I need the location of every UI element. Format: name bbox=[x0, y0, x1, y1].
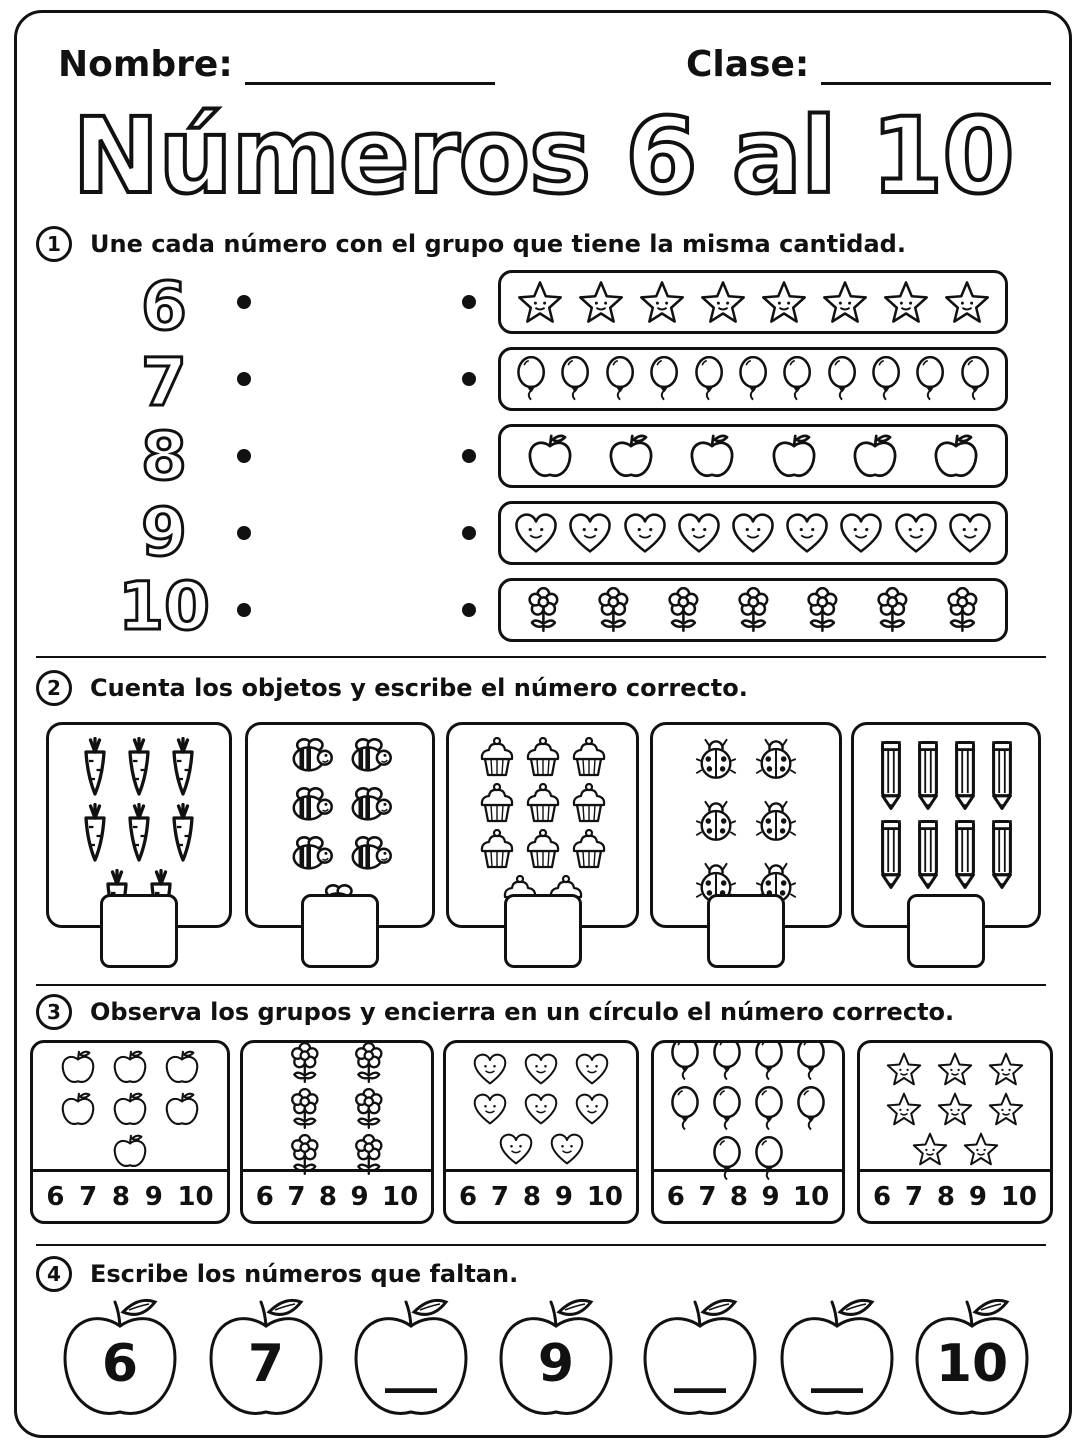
right-match-dot[interactable] bbox=[462, 449, 476, 463]
apple-icon bbox=[525, 431, 575, 481]
observe-box bbox=[443, 1040, 639, 1224]
heart-icon bbox=[676, 510, 722, 556]
observe-box bbox=[857, 1040, 1053, 1224]
star-icon bbox=[986, 1051, 1027, 1087]
flower-icon bbox=[665, 587, 702, 633]
apple-number: 10 bbox=[935, 1334, 1009, 1394]
left-match-dot[interactable] bbox=[237, 372, 251, 386]
page-title: Números 6 al 10 bbox=[72, 95, 1014, 217]
heart-icon bbox=[838, 510, 884, 556]
star-icon bbox=[761, 279, 807, 325]
heart-icon bbox=[947, 510, 993, 556]
apple-icon bbox=[931, 431, 981, 481]
cupcake-icon bbox=[522, 737, 564, 777]
number-option[interactable]: 10 bbox=[382, 1181, 419, 1212]
class-blank[interactable] bbox=[821, 49, 1051, 85]
heart-icon bbox=[546, 1131, 587, 1167]
number-option[interactable]: 9 bbox=[761, 1181, 780, 1212]
cupcake-icon bbox=[522, 829, 564, 869]
balloon-icon bbox=[737, 356, 769, 402]
number-options bbox=[860, 1169, 1050, 1221]
carrot-icon bbox=[163, 803, 203, 863]
bee-icon bbox=[342, 786, 397, 823]
star-icon bbox=[944, 279, 990, 325]
number-option[interactable]: 6 bbox=[255, 1181, 274, 1212]
flower-icon bbox=[595, 587, 632, 633]
missing-number-apple[interactable] bbox=[778, 1296, 896, 1420]
ladybug-icon bbox=[688, 799, 744, 843]
object-cluster bbox=[243, 1049, 431, 1169]
balloon-icon bbox=[604, 356, 636, 402]
star-icon bbox=[935, 1051, 976, 1087]
answer-box[interactable] bbox=[100, 894, 178, 968]
observe-box bbox=[651, 1040, 845, 1224]
missing-number-apple[interactable] bbox=[641, 1296, 759, 1420]
flower-icon bbox=[874, 587, 911, 633]
section-instruction: Cuenta los objetos y escribe el número correcto. bbox=[90, 674, 748, 702]
number-option[interactable]: 7 bbox=[79, 1181, 98, 1212]
star-icon bbox=[822, 279, 868, 325]
star-icon bbox=[960, 1131, 1001, 1167]
number-apple bbox=[497, 1296, 615, 1420]
number-options bbox=[243, 1169, 431, 1221]
number-option[interactable]: 10 bbox=[586, 1181, 623, 1212]
object-group[interactable] bbox=[498, 578, 1008, 642]
observe-box bbox=[240, 1040, 434, 1224]
class-field bbox=[686, 44, 1051, 85]
answer-box[interactable] bbox=[301, 894, 379, 968]
balloon-icon bbox=[826, 356, 858, 402]
divider bbox=[36, 656, 1046, 658]
answer-box[interactable] bbox=[907, 894, 985, 968]
observe-box bbox=[30, 1040, 230, 1224]
balloon-icon bbox=[795, 1040, 827, 1082]
number-option[interactable]: 8 bbox=[936, 1181, 955, 1212]
number-option[interactable]: 10 bbox=[1000, 1181, 1037, 1212]
cupcake-icon bbox=[476, 737, 518, 777]
apple-icon bbox=[109, 1048, 151, 1086]
number-options bbox=[654, 1169, 842, 1221]
apple-icon bbox=[161, 1048, 203, 1086]
cupcake-icon bbox=[476, 783, 518, 823]
match-number: 10 bbox=[118, 568, 210, 645]
object-cluster bbox=[659, 737, 833, 893]
flower-icon bbox=[278, 1042, 332, 1084]
bee-icon bbox=[283, 835, 338, 872]
star-icon bbox=[884, 1091, 925, 1127]
star-icon bbox=[517, 279, 563, 325]
ladybug-icon bbox=[748, 799, 804, 843]
heart-icon bbox=[521, 1051, 562, 1087]
number-option[interactable]: 7 bbox=[698, 1181, 717, 1212]
balloon-icon bbox=[711, 1086, 743, 1132]
apple-number: __ bbox=[385, 1334, 437, 1394]
flower-icon bbox=[342, 1042, 396, 1084]
pencil-icon bbox=[874, 737, 907, 810]
section-2-heading bbox=[36, 670, 748, 706]
bee-icon bbox=[283, 737, 338, 774]
balloon-icon bbox=[648, 356, 680, 402]
heart-icon bbox=[470, 1091, 511, 1127]
object-cluster bbox=[860, 737, 1032, 893]
number-option[interactable]: 6 bbox=[458, 1181, 478, 1212]
object-group[interactable] bbox=[498, 270, 1008, 334]
star-icon bbox=[909, 1131, 950, 1167]
object-cluster bbox=[860, 1049, 1050, 1169]
section-instruction: Une cada número con el grupo que tiene la misma cantidad. bbox=[90, 230, 906, 258]
star-icon bbox=[578, 279, 624, 325]
match-number: 7 bbox=[141, 344, 187, 421]
left-match-dot[interactable] bbox=[237, 295, 251, 309]
match-number: 6 bbox=[141, 268, 187, 345]
right-match-dot[interactable] bbox=[462, 372, 476, 386]
section-instruction: Escribe los números que faltan. bbox=[90, 1260, 519, 1288]
bee-icon bbox=[342, 835, 397, 872]
answer-box[interactable] bbox=[504, 894, 582, 968]
number-option[interactable]: 10 bbox=[177, 1181, 214, 1212]
number-options bbox=[33, 1169, 227, 1221]
number-options bbox=[446, 1169, 636, 1221]
apple-icon bbox=[57, 1090, 99, 1128]
pencil-icon bbox=[911, 816, 944, 889]
flower-icon bbox=[342, 1088, 396, 1130]
right-match-dot[interactable] bbox=[462, 295, 476, 309]
divider bbox=[36, 1244, 1046, 1246]
heart-icon bbox=[730, 510, 776, 556]
pencil-icon bbox=[985, 737, 1018, 810]
apple-number: __ bbox=[674, 1334, 726, 1394]
flower-icon bbox=[278, 1088, 332, 1130]
number-option[interactable]: 9 bbox=[968, 1181, 987, 1212]
number-option[interactable]: 7 bbox=[904, 1181, 923, 1212]
apple-icon bbox=[769, 431, 819, 481]
heart-icon bbox=[495, 1131, 536, 1167]
heart-icon bbox=[893, 510, 939, 556]
apple-number: __ bbox=[811, 1334, 863, 1394]
apple-icon bbox=[57, 1048, 99, 1086]
apple-icon bbox=[606, 431, 656, 481]
section-instruction: Observa los grupos y encierra en un círculo el número correcto. bbox=[90, 998, 955, 1026]
balloon-icon bbox=[711, 1040, 743, 1082]
balloon-icon bbox=[559, 356, 591, 402]
heart-icon bbox=[572, 1051, 613, 1087]
section-4-heading bbox=[36, 1256, 518, 1292]
heart-icon bbox=[470, 1051, 511, 1087]
balloon-icon bbox=[669, 1086, 701, 1132]
ladybug-icon bbox=[748, 737, 804, 781]
number-apple bbox=[913, 1296, 1031, 1420]
star-icon bbox=[935, 1091, 976, 1127]
object-group[interactable] bbox=[498, 424, 1008, 488]
apple-icon bbox=[850, 431, 900, 481]
pencil-icon bbox=[911, 737, 944, 810]
divider bbox=[36, 984, 1046, 986]
number-option[interactable]: 9 bbox=[554, 1181, 573, 1212]
apple-icon bbox=[109, 1132, 151, 1170]
apple-icon bbox=[161, 1090, 203, 1128]
pencil-icon bbox=[985, 816, 1018, 889]
cupcake-icon bbox=[476, 829, 518, 869]
balloon-icon bbox=[669, 1040, 701, 1082]
balloon-icon bbox=[914, 356, 946, 402]
balloon-icon bbox=[753, 1086, 785, 1132]
name-label: Nombre: bbox=[58, 44, 233, 85]
section-number: 2 bbox=[36, 670, 72, 706]
number-option[interactable]: 6 bbox=[46, 1181, 65, 1212]
left-match-dot[interactable] bbox=[237, 449, 251, 463]
object-cluster bbox=[33, 1049, 227, 1169]
number-option[interactable]: 9 bbox=[144, 1181, 163, 1212]
number-option[interactable]: 8 bbox=[111, 1181, 130, 1212]
apple-number: 7 bbox=[247, 1334, 285, 1394]
star-icon bbox=[884, 1051, 925, 1087]
object-cluster bbox=[654, 1049, 842, 1169]
balloon-icon bbox=[795, 1086, 827, 1132]
flower-icon bbox=[735, 587, 772, 633]
pencil-icon bbox=[948, 737, 981, 810]
heart-icon bbox=[622, 510, 668, 556]
bee-icon bbox=[342, 737, 397, 774]
star-icon bbox=[639, 279, 685, 325]
right-match-dot[interactable] bbox=[462, 526, 476, 540]
carrot-icon bbox=[75, 737, 115, 797]
balloon-icon bbox=[693, 356, 725, 402]
balloon-icon bbox=[870, 356, 902, 402]
heart-icon bbox=[572, 1091, 613, 1127]
section-3-heading bbox=[36, 994, 954, 1030]
section-number: 4 bbox=[36, 1256, 72, 1292]
number-option[interactable]: 9 bbox=[350, 1181, 369, 1212]
class-label: Clase: bbox=[686, 44, 810, 85]
number-option[interactable]: 10 bbox=[793, 1181, 830, 1212]
name-blank[interactable] bbox=[245, 49, 495, 85]
number-option[interactable]: 8 bbox=[318, 1181, 337, 1212]
cupcake-icon bbox=[568, 829, 610, 869]
carrot-icon bbox=[119, 803, 159, 863]
number-option[interactable]: 8 bbox=[729, 1181, 748, 1212]
heart-icon bbox=[567, 510, 613, 556]
bee-icon bbox=[283, 786, 338, 823]
apple-number: 9 bbox=[537, 1334, 575, 1394]
pencil-icon bbox=[874, 816, 907, 889]
heart-icon bbox=[521, 1091, 562, 1127]
match-number: 8 bbox=[141, 418, 187, 495]
missing-number-apple[interactable] bbox=[352, 1296, 470, 1420]
number-option[interactable]: 7 bbox=[287, 1181, 306, 1212]
cupcake-icon bbox=[568, 737, 610, 777]
object-cluster bbox=[446, 1049, 636, 1169]
carrot-icon bbox=[119, 737, 159, 797]
number-option[interactable]: 6 bbox=[666, 1181, 685, 1212]
heart-icon bbox=[784, 510, 830, 556]
right-match-dot[interactable] bbox=[462, 603, 476, 617]
flower-icon bbox=[804, 587, 841, 633]
flower-icon bbox=[944, 587, 981, 633]
heart-icon bbox=[513, 510, 559, 556]
left-match-dot[interactable] bbox=[237, 526, 251, 540]
star-icon bbox=[986, 1091, 1027, 1127]
name-field bbox=[58, 44, 495, 85]
ladybug-icon bbox=[688, 737, 744, 781]
section-number: 3 bbox=[36, 994, 72, 1030]
section-number: 1 bbox=[36, 226, 72, 262]
object-group[interactable] bbox=[498, 347, 1008, 411]
cupcake-icon bbox=[522, 783, 564, 823]
apple-icon bbox=[687, 431, 737, 481]
apple-icon bbox=[109, 1090, 151, 1128]
balloon-icon bbox=[959, 356, 991, 402]
balloon-icon bbox=[515, 356, 547, 402]
section-1-heading bbox=[36, 226, 906, 262]
answer-box[interactable] bbox=[707, 894, 785, 968]
number-option[interactable]: 8 bbox=[522, 1181, 541, 1212]
pencil-icon bbox=[948, 816, 981, 889]
number-apple bbox=[61, 1296, 179, 1420]
carrot-icon bbox=[163, 737, 203, 797]
cupcake-icon bbox=[568, 783, 610, 823]
object-group[interactable] bbox=[498, 501, 1008, 565]
object-cluster bbox=[254, 737, 426, 893]
star-icon bbox=[883, 279, 929, 325]
object-cluster bbox=[455, 737, 630, 893]
left-match-dot[interactable] bbox=[237, 603, 251, 617]
apple-number: 6 bbox=[101, 1334, 139, 1394]
flower-icon bbox=[525, 587, 562, 633]
object-cluster bbox=[55, 737, 223, 893]
number-option[interactable]: 7 bbox=[490, 1181, 509, 1212]
carrot-icon bbox=[75, 803, 115, 863]
star-icon bbox=[700, 279, 746, 325]
match-number: 9 bbox=[141, 494, 187, 571]
number-apple bbox=[207, 1296, 325, 1420]
balloon-icon bbox=[753, 1040, 785, 1082]
number-option[interactable]: 6 bbox=[872, 1181, 892, 1212]
balloon-icon bbox=[781, 356, 813, 402]
